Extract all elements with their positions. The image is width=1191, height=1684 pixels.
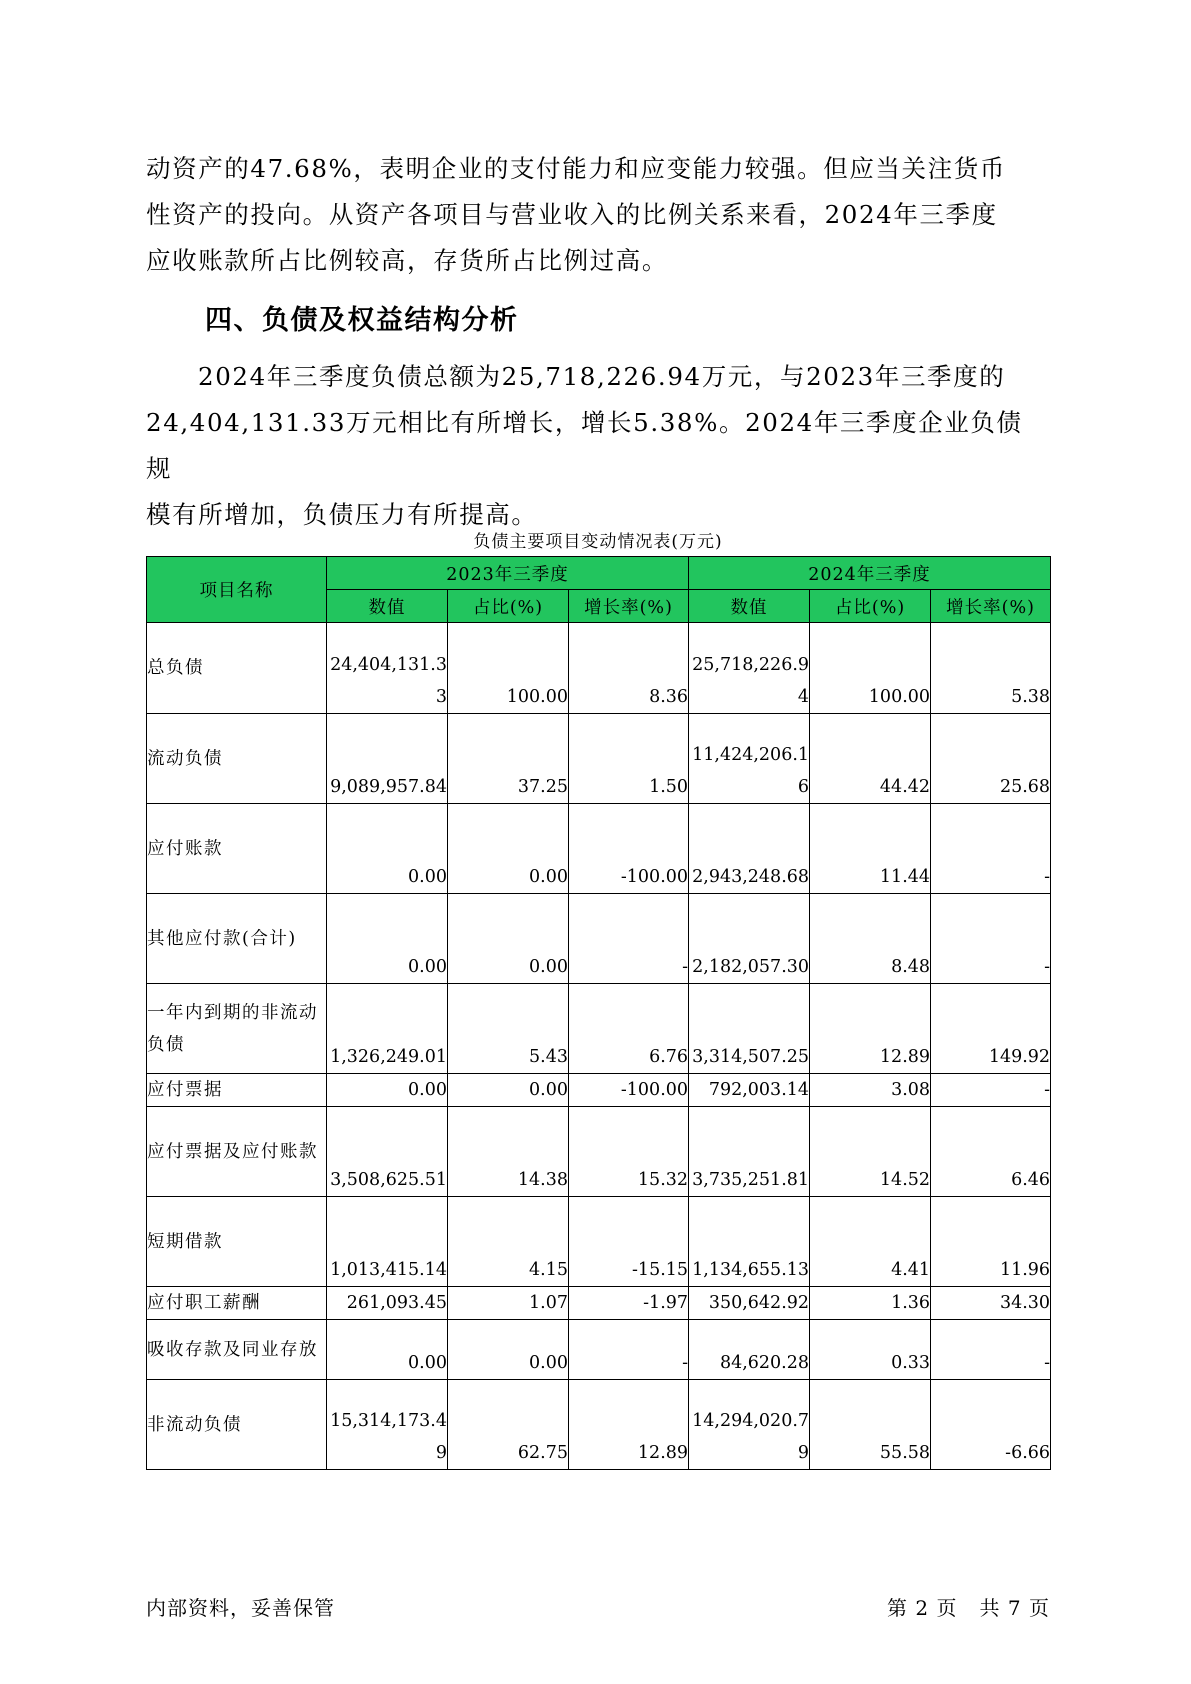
text-line: 2024年三季度负债总额为25,718,226.94万元，与2023年三季度的 [198,362,1006,391]
cell-text: 12.89 [637,1443,689,1463]
cell-item-name: 流动负债 [147,714,327,804]
cell-text: - [1044,957,1051,977]
cell-item-name: 应付票据 [147,1074,327,1107]
cell-text: 1,326,249.01 [330,1047,447,1067]
cell-text: 0.00 [529,867,568,887]
cell-item-name: 应付职工薪酬 [147,1287,327,1320]
cell-text: 350,642.92 [708,1293,810,1313]
cell-text: -6.66 [1005,1443,1051,1463]
cell-growth-2023 [569,984,689,1074]
header-period-2024: 2024年三季度 [689,557,1051,590]
cell-text: 5.43 [529,1047,568,1067]
cell-share-2024 [810,804,931,894]
cell-growth-2023 [569,1074,689,1107]
cell-value-2024 [689,1320,810,1380]
table-row [147,623,1051,714]
header-value-2024: 数值 [689,590,810,623]
cell-text: 261,093.45 [346,1293,447,1313]
cell-value-2023 [327,1287,448,1320]
cell-text: - [1044,1353,1051,1373]
cell-text: 0.00 [408,1353,447,1373]
cell-share-2023 [448,984,569,1074]
cell-text: -1.97 [643,1293,689,1313]
cell-growth-2023 [569,1197,689,1287]
header-item-name: 项目名称 [147,557,327,623]
cell-text: - [1044,1080,1051,1100]
cell-share-2023 [448,894,569,984]
cell-growth-2024 [931,894,1051,984]
cell-value-2024 [689,1287,810,1320]
cell-value-2024 [689,984,810,1074]
cell-growth-2023 [569,804,689,894]
section-heading: 四、负债及权益结构分析 [205,305,519,336]
cell-value-2024 [689,623,810,714]
cell-text: 792,003.14 [708,1080,810,1100]
cell-text: 5.38 [1011,687,1051,707]
cell-value-2023 [327,1197,448,1287]
cell-text: 1.36 [891,1293,931,1313]
cell-item-name: 应付账款 [147,804,327,894]
text-line: 应收账款所占比例较高，存货所占比例过高。 [146,246,668,275]
footer-confidential-note: 内部资料，妥善保管 [146,1596,335,1620]
cell-value-2023 [327,623,448,714]
cell-value-2024 [689,804,810,894]
cell-text: 4.41 [891,1260,931,1280]
cell-share-2024 [810,623,931,714]
cell-text: 11.44 [879,867,931,887]
cell-text: 8.48 [891,957,931,977]
cell-text: 84,620.28 [719,1353,810,1373]
table-row [147,1197,1051,1287]
cell-item-name: 非流动负债 [147,1380,327,1470]
table-caption: 负债主要项目变动情况表(万元) [473,532,723,552]
cell-text: 2,943,248.68 [692,867,810,887]
cell-value-2023 [327,1380,448,1470]
cell-growth-2024 [931,623,1051,714]
text-line: 动资产的47.68%，表明企业的支付能力和应变能力较强。但应当关注货币 [146,154,1006,183]
cell-text: 25.68 [999,777,1051,797]
cell-value-2023 [327,1320,448,1380]
cell-growth-2023 [569,1287,689,1320]
cell-text: 0.00 [408,867,447,887]
table-row [147,1074,1051,1107]
cell-value-2024 [689,1380,810,1470]
header-period-2023: 2023年三季度 [327,557,689,590]
cell-text: 12.89 [879,1047,931,1067]
cell-text: 1.07 [529,1293,568,1313]
cell-text: 3,314,507.25 [692,1047,810,1067]
cell-item-name: 短期借款 [147,1197,327,1287]
cell-growth-2023 [569,1320,689,1380]
cell-text: 4.15 [529,1260,568,1280]
cell-share-2023 [448,1197,569,1287]
cell-text: 55.58 [879,1443,931,1463]
cell-share-2023 [448,1380,569,1470]
cell-value-2023 [327,894,448,984]
cell-growth-2023 [569,1107,689,1197]
table-row [147,714,1051,804]
cell-share-2023 [448,1320,569,1380]
cell-growth-2024 [931,1287,1051,1320]
cell-share-2024 [810,1380,931,1470]
cell-text: 1,013,415.14 [330,1260,447,1280]
cell-share-2024 [810,1197,931,1287]
cell-text: 0.00 [529,1080,568,1100]
liability-change-table [146,556,1051,1470]
cell-growth-2024 [931,1320,1051,1380]
cell-text: - [1044,867,1051,887]
cell-text: 1,134,655.13 [692,1260,810,1280]
table-row [147,894,1051,984]
cell-text: 15.32 [637,1170,689,1190]
table-row [147,1380,1051,1470]
cell-text: 3.08 [891,1080,931,1100]
cell-share-2024 [810,1107,931,1197]
table-row [147,1287,1051,1320]
text-line: 24,404,131.33万元相比有所增长，增长5.38%。2024年三季度企业负债规 [146,408,1023,483]
cell-value-2023 [327,1074,448,1107]
table-row [147,984,1051,1074]
cell-growth-2024 [931,1380,1051,1470]
cell-share-2023 [448,714,569,804]
cell-text: 14,294,020.79 [692,1411,810,1463]
cell-share-2024 [810,1074,931,1107]
cell-value-2023 [327,1107,448,1197]
footer-page-number: 第 2 页 共 7 页 [887,1596,1050,1620]
cell-growth-2024 [931,984,1051,1074]
header-growth-2023: 增长率(%) [569,590,689,623]
cell-share-2024 [810,984,931,1074]
header-value-2023: 数值 [327,590,448,623]
cell-text: 100.00 [868,687,931,707]
cell-growth-2024 [931,1074,1051,1107]
cell-growth-2024 [931,804,1051,894]
cell-text: 34.30 [999,1293,1051,1313]
cell-text: 149.92 [988,1047,1051,1067]
cell-text: 3,735,251.81 [692,1170,810,1190]
table-body [147,623,1051,1470]
cell-text: 1.50 [649,777,689,797]
cell-text: 25,718,226.94 [692,655,810,707]
cell-text: 14.38 [517,1170,568,1190]
cell-share-2024 [810,1320,931,1380]
cell-growth-2024 [931,1107,1051,1197]
cell-text: 24,404,131.33 [330,655,447,707]
cell-growth-2024 [931,714,1051,804]
header-share-2023: 占比(%) [448,590,569,623]
cell-text: 0.00 [529,957,568,977]
cell-growth-2023 [569,714,689,804]
cell-value-2024 [689,714,810,804]
cell-text: 15,314,173.49 [330,1411,447,1463]
cell-text: 0.00 [529,1353,568,1373]
cell-text: 9,089,957.84 [330,777,447,797]
table-row [147,1107,1051,1197]
cell-share-2023 [448,804,569,894]
cell-item-name: 吸收存款及同业存放 [147,1320,327,1380]
cell-value-2024 [689,1107,810,1197]
cell-value-2023 [327,714,448,804]
text-line: 性资产的投向。从资产各项目与营业收入的比例关系来看，2024年三季度 [146,200,998,229]
cell-text: 0.33 [891,1353,931,1373]
cell-text: 8.36 [649,687,689,707]
cell-text: -100.00 [620,1080,689,1100]
cell-text: - [682,1353,689,1373]
cell-value-2023 [327,984,448,1074]
cell-text: 100.00 [506,687,568,707]
cell-text: 0.00 [408,1080,447,1100]
cell-share-2023 [448,1287,569,1320]
cell-share-2024 [810,714,931,804]
cell-text: - [682,957,689,977]
cell-growth-2023 [569,1380,689,1470]
cell-share-2023 [448,1074,569,1107]
cell-value-2024 [689,1074,810,1107]
cell-growth-2024 [931,1197,1051,1287]
cell-item-name: 一年内到期的非流动负债 [147,984,327,1074]
cell-text: 14.52 [879,1170,931,1190]
cell-growth-2023 [569,894,689,984]
paragraph-asset-summary [146,146,1046,284]
cell-text: 2,182,057.30 [692,957,810,977]
paragraph-liability-summary [146,354,1046,538]
cell-share-2023 [448,1107,569,1197]
header-share-2024: 占比(%) [810,590,931,623]
cell-text: 11,424,206.16 [692,745,810,797]
cell-value-2024 [689,1197,810,1287]
cell-text: 62.75 [517,1443,568,1463]
table-row [147,1320,1051,1380]
cell-share-2024 [810,894,931,984]
cell-share-2024 [810,1287,931,1320]
cell-item-name: 其他应付款(合计) [147,894,327,984]
text-line: 模有所增加，负债压力有所提高。 [146,500,538,529]
header-growth-2024: 增长率(%) [931,590,1051,623]
table-row [147,804,1051,894]
cell-text: 37.25 [517,777,568,797]
cell-value-2024 [689,894,810,984]
cell-text: 11.96 [999,1260,1051,1280]
cell-text: 0.00 [408,957,447,977]
cell-value-2023 [327,804,448,894]
cell-text: -100.00 [620,867,689,887]
cell-growth-2023 [569,623,689,714]
cell-item-name: 应付票据及应付账款 [147,1107,327,1197]
cell-text: 3,508,625.51 [330,1170,447,1190]
cell-text: 6.76 [649,1047,689,1067]
cell-share-2023 [448,623,569,714]
cell-item-name: 总负债 [147,623,327,714]
cell-text: -15.15 [632,1260,689,1280]
cell-text: 6.46 [1011,1170,1051,1190]
cell-text: 44.42 [879,777,931,797]
